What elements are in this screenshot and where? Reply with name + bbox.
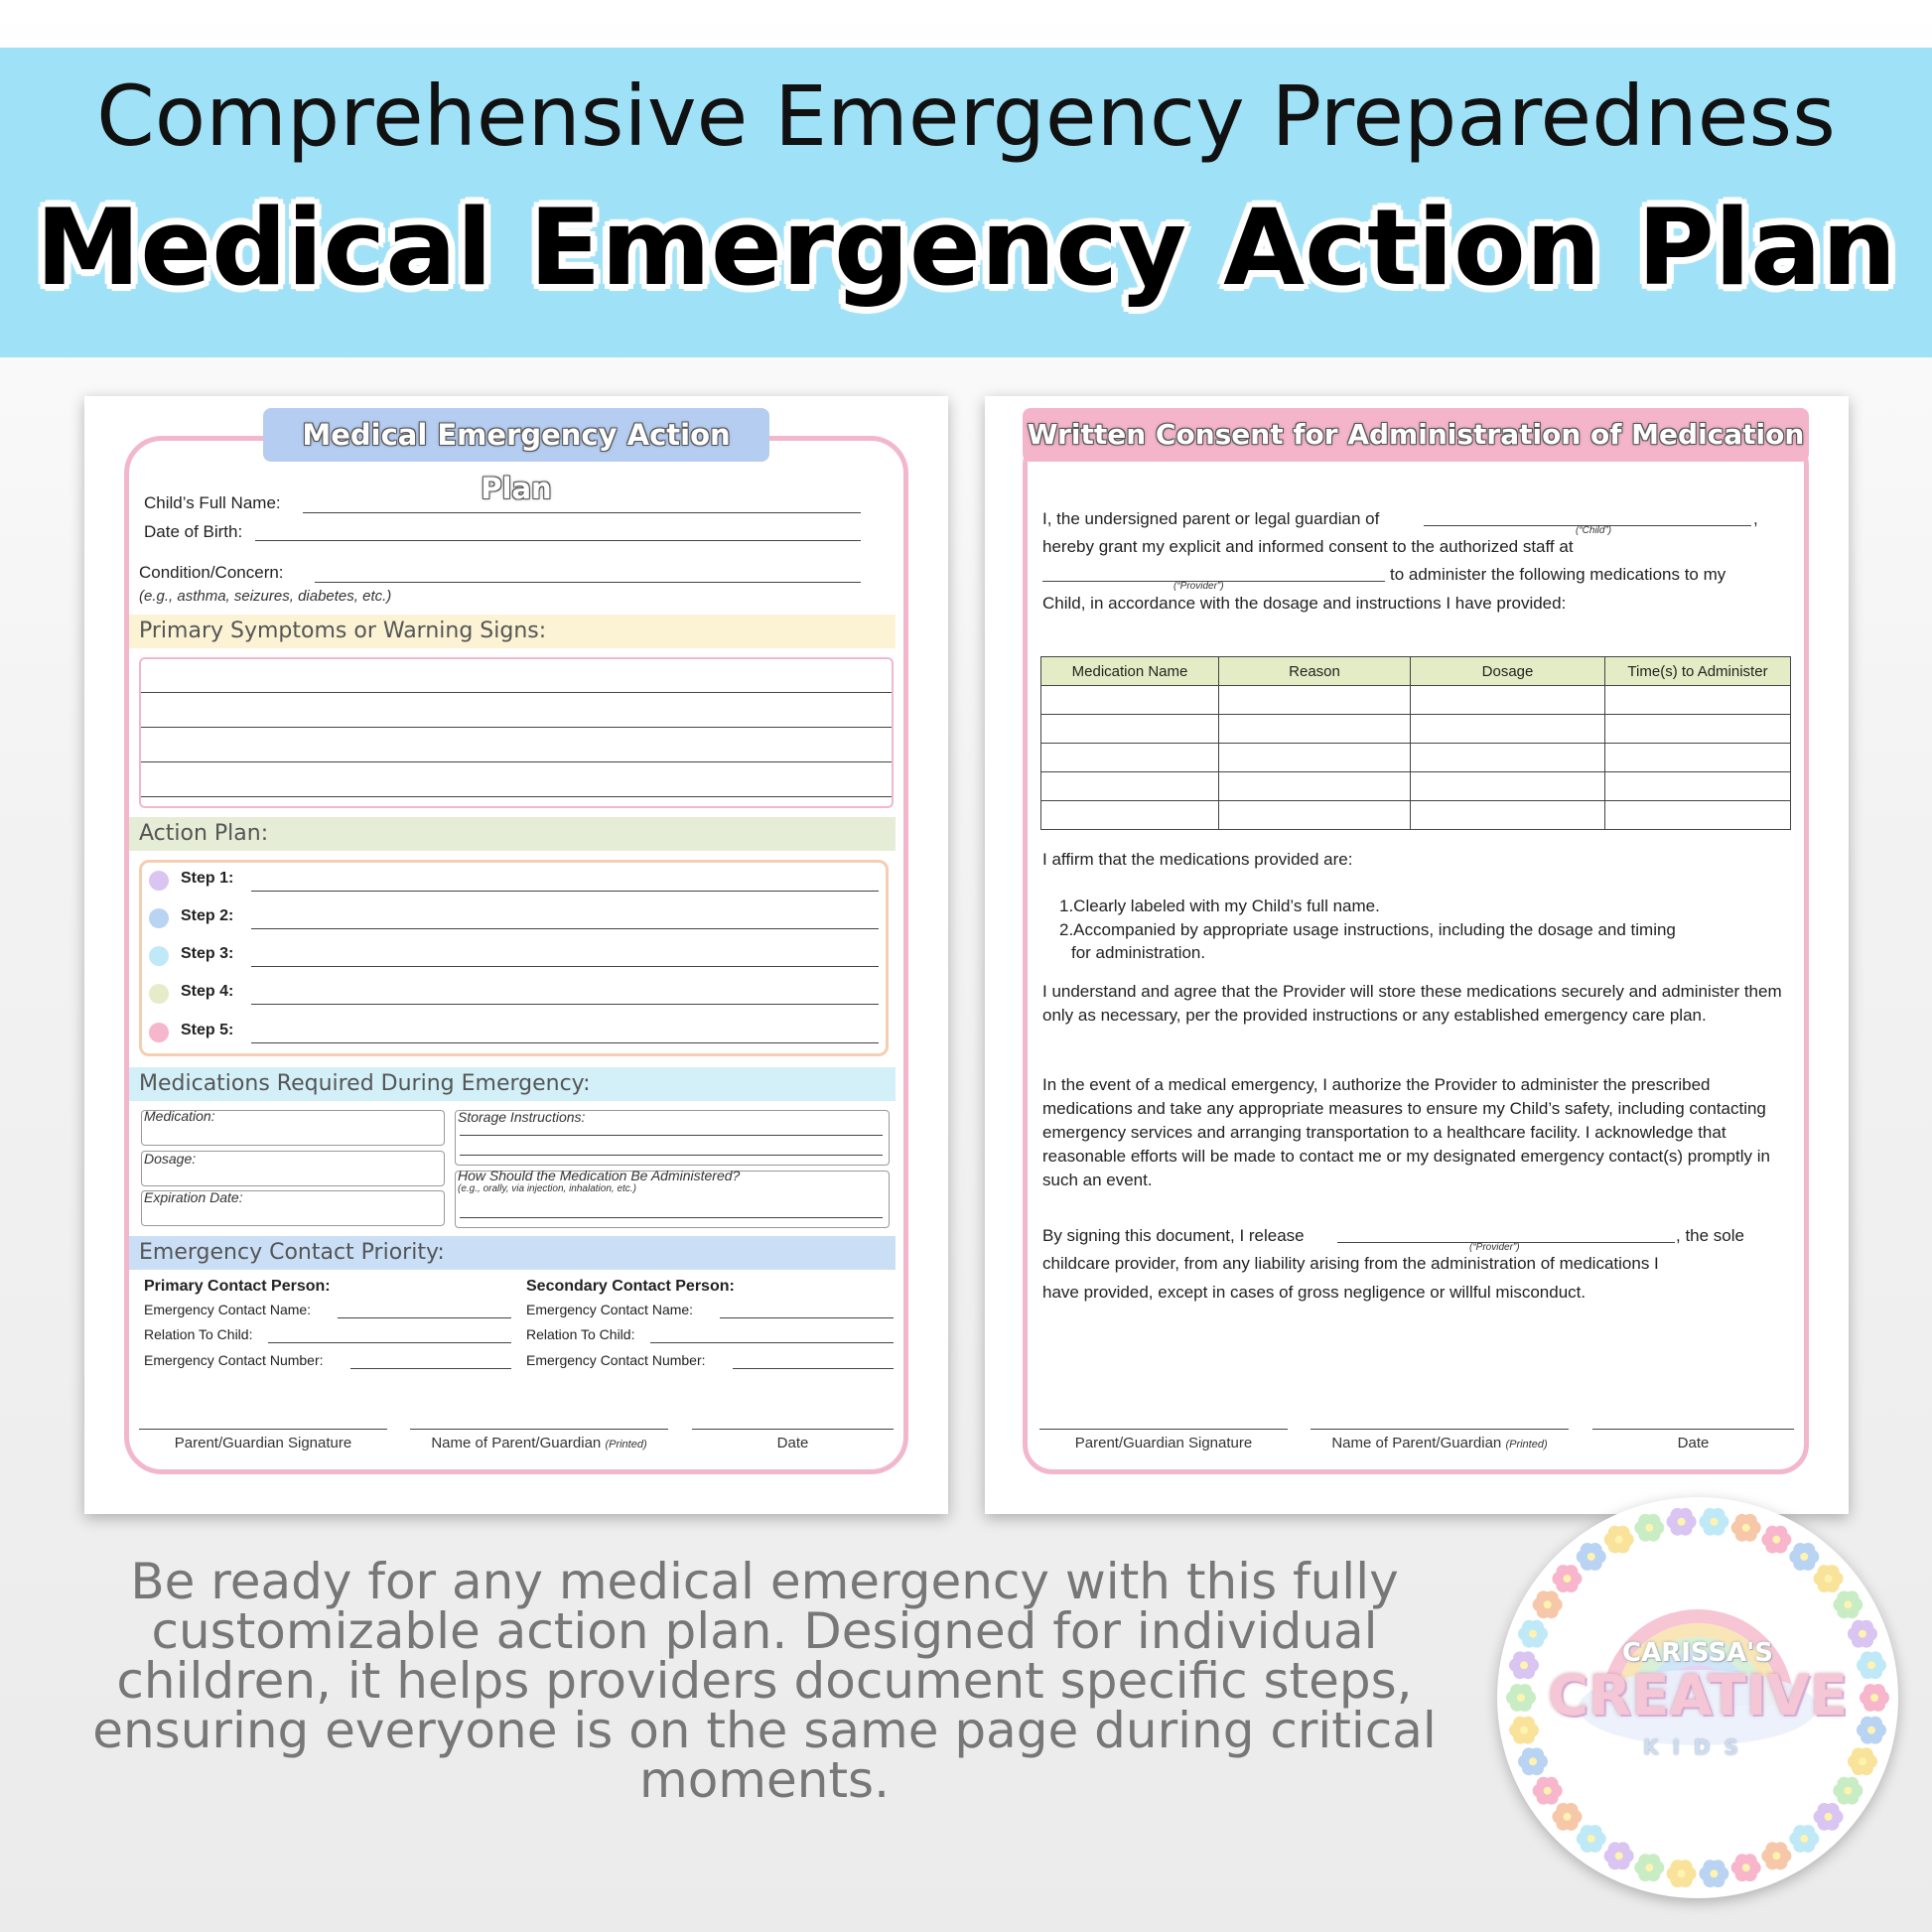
- flower-center: [1615, 1536, 1623, 1544]
- flower-center: [1563, 1813, 1571, 1821]
- table-row[interactable]: [1041, 686, 1791, 715]
- release-text-2: childcare provider, from any liability arising from the administration of medications I: [1042, 1254, 1659, 1273]
- header-banner: [0, 48, 1932, 357]
- step-label: Step 3:: [181, 945, 234, 962]
- release-sole: , the sole: [1676, 1226, 1744, 1245]
- step-dot-icon: [149, 871, 169, 891]
- release-text: By signing this document, I release: [1042, 1226, 1305, 1245]
- flower-center: [1587, 1835, 1595, 1843]
- consent-grant: hereby grant my explicit and informed consent to the authorized staff at: [1042, 537, 1574, 556]
- action-plan-box: [139, 860, 889, 1056]
- table-row[interactable]: [1041, 772, 1791, 801]
- flower-center: [1859, 1630, 1866, 1638]
- date-field[interactable]: [692, 1429, 894, 1430]
- step-field[interactable]: [251, 1042, 879, 1043]
- comma: ,: [1753, 509, 1758, 528]
- symptoms-line: [141, 761, 892, 762]
- brand-line-2: CREATIVE: [1547, 1664, 1849, 1728]
- symptoms-line: [141, 796, 892, 797]
- step-dot-icon: [149, 946, 169, 966]
- dob-field[interactable]: [255, 540, 861, 541]
- dosage-label: Dosage:: [144, 1151, 197, 1167]
- flower-center: [1587, 1553, 1595, 1561]
- parent-name-text: Name of Parent/Guardian: [431, 1435, 602, 1451]
- secondary-relation-field[interactable]: [650, 1342, 894, 1343]
- consent-child: Child, in accordance with the dosage and instructions I have provided:: [1042, 594, 1567, 613]
- date-label: Date: [776, 1435, 809, 1451]
- primary-number-field[interactable]: [350, 1368, 511, 1369]
- table-row[interactable]: [1041, 744, 1791, 772]
- parent-signature-field[interactable]: [139, 1429, 387, 1430]
- consent-administer: to administer the following medications to my: [1390, 565, 1726, 584]
- flower-center: [1678, 1869, 1686, 1877]
- step-label: Step 2:: [181, 907, 234, 924]
- storage-label: Storage Instructions:: [458, 1109, 586, 1125]
- list-item-continued: for administration.: [1071, 943, 1206, 962]
- condition-label: Condition/Concern:: [139, 563, 284, 582]
- storage-line: [460, 1155, 883, 1156]
- step-label: Step 4:: [181, 983, 234, 1000]
- flower-center: [1645, 1524, 1653, 1532]
- primary-relation-field[interactable]: [268, 1342, 511, 1343]
- page-title: Medical Emergency Action Plan: [263, 408, 769, 462]
- administration-hint: (e.g., orally, via injection, inhalation, etc.): [458, 1183, 636, 1194]
- table-header: Reason: [1219, 657, 1411, 686]
- step-field[interactable]: [251, 1004, 879, 1005]
- consent-page: [985, 396, 1849, 1514]
- flower-center: [1742, 1863, 1750, 1871]
- brand-line-1: CARISSA'S: [1622, 1638, 1773, 1668]
- step-field[interactable]: [251, 891, 879, 892]
- symptoms-line: [141, 727, 892, 728]
- flower-center: [1615, 1852, 1623, 1860]
- secondary-relation-label: Relation To Child:: [526, 1326, 635, 1342]
- date-label: Date: [1677, 1435, 1710, 1451]
- affirm-text: I affirm that the medications provided are:: [1042, 850, 1353, 869]
- dob-label: Date of Birth:: [144, 522, 243, 541]
- flower-center: [1825, 1575, 1833, 1583]
- child-name-label: Child’s Full Name:: [144, 493, 281, 512]
- secondary-name-field[interactable]: [720, 1317, 894, 1318]
- provider-hint: (“Provider”): [1173, 581, 1224, 592]
- primary-contact-title: Primary Contact Person:: [144, 1278, 331, 1295]
- table-row[interactable]: [1041, 715, 1791, 744]
- administration-line: [460, 1217, 883, 1218]
- consent-intro: I, the undersigned parent or legal guardian of: [1042, 509, 1380, 528]
- flower-center: [1645, 1863, 1653, 1871]
- table-row[interactable]: [1041, 801, 1791, 830]
- parent-name-field[interactable]: [1311, 1429, 1569, 1430]
- table-header: Medication Name: [1041, 657, 1219, 686]
- step-dot-icon: [149, 984, 169, 1004]
- brand-logo: [1497, 1497, 1898, 1898]
- symptoms-line: [141, 692, 892, 693]
- list-item: 1.Clearly labeled with my Child’s full name.: [1059, 897, 1380, 915]
- primary-name-label: Emergency Contact Name:: [144, 1302, 312, 1317]
- parent-name-label: [410, 1435, 668, 1451]
- emergency-paragraph: In the event of a medical emergency, I authorize the Provider to administer the prescribed medications and take any appropriate measures to ensure my Child’s safety, including contacting emergency services and arranging transportation to a healthcare facility. I acknowledge that reasonable efforts will be made to contact me or my designated emergency contact(s) promptly in such an event.: [1042, 1075, 1770, 1189]
- flower-center: [1844, 1600, 1852, 1608]
- primary-name-field[interactable]: [338, 1317, 511, 1318]
- flower-center: [1678, 1518, 1686, 1526]
- flower-center: [1544, 1600, 1552, 1608]
- table-header: Time(s) to Administer: [1605, 657, 1791, 686]
- flower-center: [1772, 1536, 1780, 1544]
- storage-line: [460, 1135, 883, 1136]
- flower-center: [1844, 1787, 1852, 1795]
- action-plan-page: [84, 396, 948, 1514]
- storage-paragraph: I understand and agree that the Provider will store these medications securely and administer them only as necessary, per the provided instructions or any established emergency care plan.: [1042, 982, 1782, 1025]
- flower-center: [1772, 1852, 1780, 1860]
- contact-header: Emergency Contact Priority:: [129, 1236, 896, 1270]
- printed-hint: (Printed): [1505, 1439, 1548, 1450]
- secondary-contact-title: Secondary Contact Person:: [526, 1278, 735, 1295]
- symptoms-box[interactable]: [139, 657, 894, 808]
- date-field[interactable]: [1592, 1429, 1794, 1430]
- parent-name-label: [1311, 1435, 1569, 1451]
- secondary-number-label: Emergency Contact Number:: [526, 1352, 706, 1368]
- flower-center: [1800, 1835, 1808, 1843]
- condition-field[interactable]: [315, 582, 861, 583]
- parent-name-field[interactable]: [410, 1429, 668, 1430]
- flower-center: [1544, 1787, 1552, 1795]
- parent-signature-field[interactable]: [1039, 1429, 1288, 1430]
- administration-label: How Should the Medication Be Administered?: [458, 1168, 741, 1183]
- flower-center: [1825, 1813, 1833, 1821]
- parent-signature-label: Parent/Guardian Signature: [174, 1435, 352, 1451]
- printed-hint: (Printed): [605, 1439, 647, 1450]
- child-hint: (“Child”): [1576, 525, 1612, 536]
- symptoms-header: Primary Symptoms or Warning Signs:: [129, 615, 896, 648]
- step-field[interactable]: [251, 928, 879, 929]
- brand-line-3: KIDS: [1643, 1735, 1752, 1759]
- flower-center: [1563, 1575, 1571, 1583]
- primary-relation-label: Relation To Child:: [144, 1326, 253, 1342]
- flower-center: [1800, 1553, 1808, 1561]
- parent-name-text: Name of Parent/Guardian: [1331, 1435, 1502, 1451]
- primary-number-label: Emergency Contact Number:: [144, 1352, 324, 1368]
- banner-subtitle: Comprehensive Emergency Preparedness: [96, 68, 1836, 165]
- page-title: Written Consent for Administration of Medication: [1023, 408, 1809, 462]
- step-field[interactable]: [251, 966, 879, 967]
- table-header: Dosage: [1411, 657, 1605, 686]
- step-label: Step 5:: [181, 1022, 234, 1038]
- medication-label: Medication:: [144, 1108, 215, 1124]
- step-label: Step 1:: [181, 870, 234, 887]
- secondary-name-label: Emergency Contact Name:: [526, 1302, 694, 1317]
- child-name-field[interactable]: [303, 512, 861, 513]
- flower-center: [1710, 1518, 1718, 1526]
- medications-header: Medications Required During Emergency:: [129, 1067, 896, 1101]
- banner-title: Medical Emergency Action Plan: [35, 187, 1897, 309]
- flower-center: [1529, 1630, 1537, 1638]
- medication-table: [1040, 656, 1791, 830]
- product-description: Be ready for any medical emergency with this fully customizable action plan. Designed for individual children, it helps providers document specific steps, ensuring everyone is on the same page during critical moments.: [92, 1553, 1437, 1809]
- release-text-3: have provided, except in cases of gross negligence or willful misconduct.: [1042, 1283, 1587, 1302]
- step-dot-icon: [149, 908, 169, 928]
- flower-center: [1742, 1524, 1750, 1532]
- step-dot-icon: [149, 1023, 169, 1042]
- condition-hint: (e.g., asthma, seizures, diabetes, etc.): [139, 588, 392, 605]
- action-plan-header: Action Plan:: [129, 817, 896, 851]
- secondary-number-field[interactable]: [733, 1368, 894, 1369]
- provider-hint: (“Provider”): [1469, 1242, 1520, 1253]
- list-item: 2.Accompanied by appropriate usage instructions, including the dosage and timing: [1059, 920, 1676, 939]
- expiration-label: Expiration Date:: [144, 1189, 243, 1205]
- parent-signature-label: Parent/Guardian Signature: [1074, 1435, 1253, 1451]
- flower-center: [1710, 1869, 1718, 1877]
